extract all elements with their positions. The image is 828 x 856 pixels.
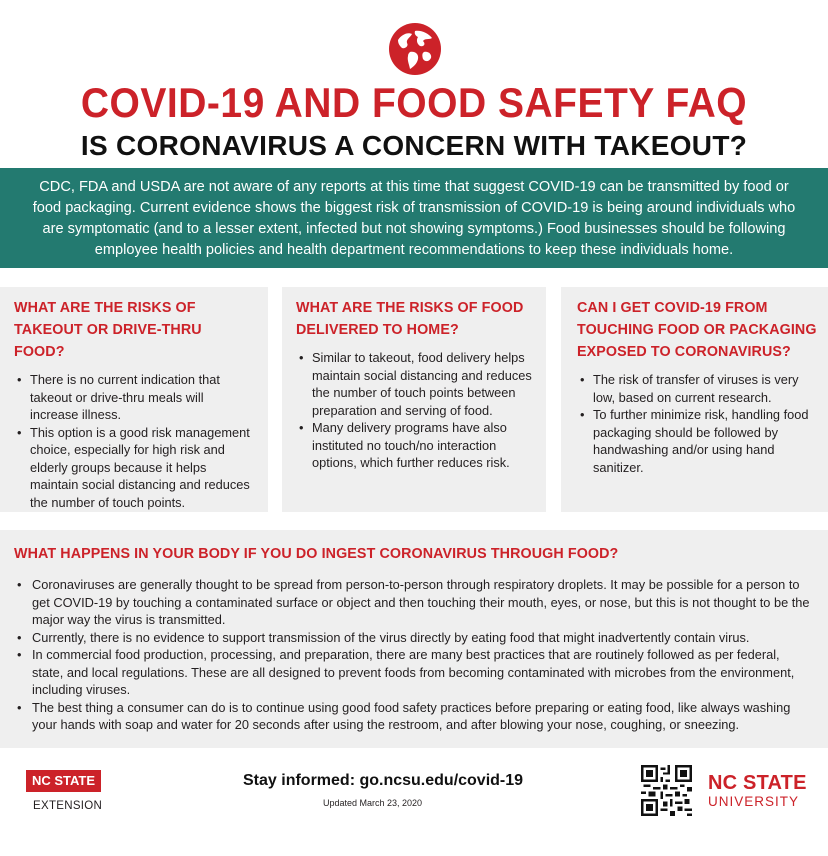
page-subtitle: IS CORONAVIRUS A CONCERN WITH TAKEOUT? (80, 130, 748, 161)
card-heading: WHAT ARE THE RISKS OF TAKEOUT OR DRIVE-THRU FOOD? (14, 300, 202, 360)
list-item: • The best thing a consumer can do is to continue using good food safety practices before preparing or eating food, like always washing your hands with soap and water for 20 seconds after using the restroom, and after blowing your nose, coughing, or sneezing. (14, 699, 814, 734)
intro-banner (0, 168, 828, 268)
section-heading: WHAT HAPPENS IN YOUR BODY IF YOU DO INGEST CORONAVIRUS THROUGH FOOD? (14, 546, 619, 562)
intro-text: CDC, FDA and USDA are not aware of any reports at this time that suggest COVID-19 can be transmitted by food or food packaging. Current evidence shows the biggest risk of transmission of COVID-19 is being around individuals who are symptomatic (and to a lesser extent, infected but not showing symptoms.) Food businesses should be following employee health policies and health department recommendations to keep these individuals home. (32, 179, 796, 258)
nc-state-extension-logo: NC STATE (26, 770, 101, 792)
updated-date: Updated March 23, 2020 (323, 798, 423, 808)
section-bullet-list (14, 576, 814, 734)
list-item: • This option is a good risk management choice, especially for high risk and elderly groups because it helps maintain social distancing and reduces the number of touch points. (14, 424, 254, 512)
faq-card-packaging (561, 287, 828, 512)
faq-card-delivery (282, 287, 546, 512)
qr-code-icon[interactable] (641, 765, 692, 816)
card-heading: CAN I GET COVID-19 FROM TOUCHING FOOD OR PACKAGING EXPOSED TO CORONAVIRUS? (577, 300, 817, 360)
footer (0, 748, 828, 856)
list-item: • Many delivery programs have also instituted no touch/no interaction options, which further reduces risk. (296, 419, 532, 472)
card-bullet-list (296, 349, 532, 472)
card-bullet-list (577, 371, 820, 476)
list-item: • Currently, there is no evidence to support transmission of the virus directly by eating food that might inadvertently contain virus. (14, 629, 814, 647)
list-item: • To further minimize risk, handling food packaging should be followed by handwashing and/or using hand sanitizer. (577, 406, 820, 476)
nc-state-university-logo: NC STATE (708, 772, 807, 794)
extension-label: EXTENSION (33, 800, 103, 812)
list-item: • Similar to takeout, food delivery helps maintain social distancing and reduces the number of touch points between preparation and serving of food. (296, 349, 532, 419)
page-title: COVID-19 AND FOOD SAFETY FAQ (80, 80, 748, 127)
university-label: UNIVERSITY (708, 794, 800, 809)
list-item: • The risk of transfer of viruses is very low, based on current research. (577, 371, 820, 406)
list-item: • There is no current indication that takeout or drive-thru meals will increase illness. (14, 371, 254, 424)
card-heading: WHAT ARE THE RISKS OF FOOD DELIVERED TO HOME? (296, 300, 524, 338)
list-item: • Coronaviruses are generally thought to be spread from person-to-person through respiratory droplets. It may be possible for a person to get COVID-19 by touching a contaminated surface or object and then touching their mouth, eyes, or nose, but this is not thought to be the major way the virus is transmitted. (14, 576, 814, 629)
faq-ingest-section (0, 530, 828, 748)
list-item: • In commercial food production, processing, and preparation, there are many best practices that are routinely followed as per federal, state, and local regulations. These are all designed to prevent foods from becoming contaminated with microbes from the environment, including viruses. (14, 646, 814, 699)
faq-card-takeout (0, 287, 268, 512)
stay-informed-link[interactable]: Stay informed: go.ncsu.edu/covid-19 (243, 772, 524, 789)
globe-icon (388, 22, 442, 76)
card-bullet-list (14, 371, 254, 511)
